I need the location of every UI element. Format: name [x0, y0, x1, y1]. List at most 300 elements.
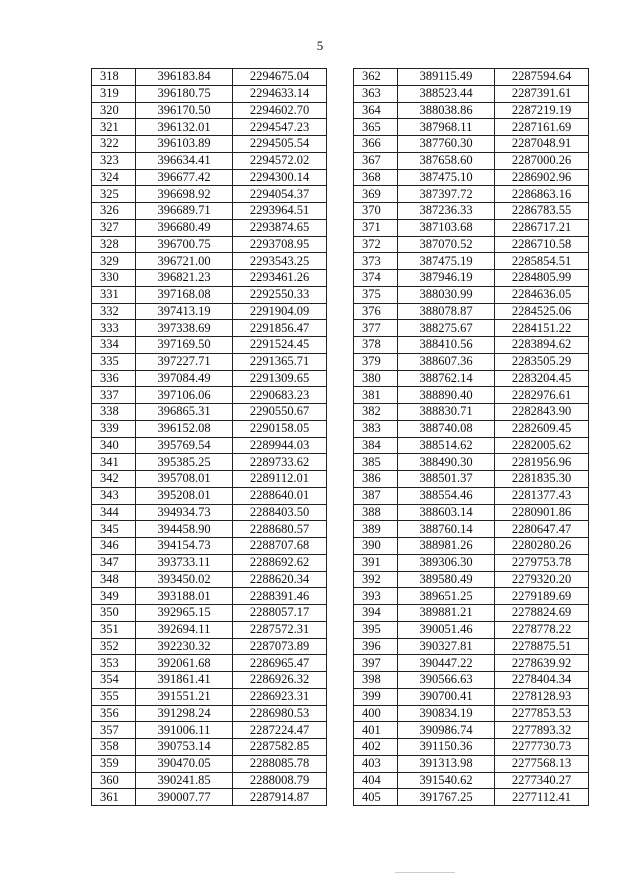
point-number: 385	[354, 454, 398, 471]
table-row	[92, 387, 327, 404]
y-coordinate: 2278778.22	[495, 621, 589, 638]
x-coordinate: 389580.49	[398, 571, 495, 588]
y-coordinate: 2282005.62	[495, 437, 589, 454]
x-coordinate: 397338.69	[136, 320, 233, 337]
point-number: 348	[92, 571, 136, 588]
point-number: 381	[354, 387, 398, 404]
table-row	[354, 420, 589, 437]
y-coordinate: 2287224.47	[233, 722, 327, 739]
table-row	[354, 672, 589, 689]
point-number: 401	[354, 722, 398, 739]
y-coordinate: 2286926.32	[233, 672, 327, 689]
point-number: 329	[92, 253, 136, 270]
x-coordinate: 392694.11	[136, 621, 233, 638]
point-number: 390	[354, 538, 398, 555]
y-coordinate: 2288391.46	[233, 588, 327, 605]
x-coordinate: 397227.71	[136, 353, 233, 370]
y-coordinate: 2292550.33	[233, 286, 327, 303]
point-number: 323	[92, 152, 136, 169]
table-row	[92, 404, 327, 421]
x-coordinate: 388038.86	[398, 102, 495, 119]
table-row	[92, 789, 327, 806]
table-row	[354, 688, 589, 705]
point-number: 340	[92, 437, 136, 454]
x-coordinate: 396152.08	[136, 420, 233, 437]
table-row	[92, 605, 327, 622]
table-row	[92, 337, 327, 354]
table-row	[354, 722, 589, 739]
point-number: 393	[354, 588, 398, 605]
table-row	[92, 253, 327, 270]
x-coordinate: 392061.68	[136, 655, 233, 672]
x-coordinate: 387397.72	[398, 186, 495, 203]
y-coordinate: 2287161.69	[495, 119, 589, 136]
table-row	[354, 454, 589, 471]
x-coordinate: 388760.14	[398, 521, 495, 538]
table-row	[354, 85, 589, 102]
point-number: 346	[92, 538, 136, 555]
table-row	[354, 487, 589, 504]
y-coordinate: 2286980.53	[233, 705, 327, 722]
point-number: 391	[354, 554, 398, 571]
point-number: 380	[354, 370, 398, 387]
point-number: 356	[92, 705, 136, 722]
point-number: 321	[92, 119, 136, 136]
y-coordinate: 2278875.51	[495, 638, 589, 655]
table-row	[92, 705, 327, 722]
y-coordinate: 2288085.78	[233, 755, 327, 772]
table-row	[354, 370, 589, 387]
table-row	[92, 722, 327, 739]
y-coordinate: 2288692.62	[233, 554, 327, 571]
x-coordinate: 396821.23	[136, 270, 233, 287]
x-coordinate: 396103.89	[136, 136, 233, 153]
x-coordinate: 390986.74	[398, 722, 495, 739]
table-row	[92, 303, 327, 320]
y-coordinate: 2288403.50	[233, 504, 327, 521]
table-row	[354, 554, 589, 571]
x-coordinate: 391551.21	[136, 688, 233, 705]
y-coordinate: 2280901.86	[495, 504, 589, 521]
point-number: 342	[92, 471, 136, 488]
x-coordinate: 392965.15	[136, 605, 233, 622]
x-coordinate: 396170.50	[136, 102, 233, 119]
table-row	[92, 554, 327, 571]
y-coordinate: 2287219.19	[495, 102, 589, 119]
x-coordinate: 396634.41	[136, 152, 233, 169]
y-coordinate: 2281835.30	[495, 471, 589, 488]
x-coordinate: 391313.98	[398, 755, 495, 772]
point-number: 337	[92, 387, 136, 404]
point-number: 347	[92, 554, 136, 571]
y-coordinate: 2284805.99	[495, 270, 589, 287]
x-coordinate: 390753.14	[136, 739, 233, 756]
table-row	[354, 521, 589, 538]
x-coordinate: 391298.24	[136, 705, 233, 722]
table-row	[354, 605, 589, 622]
y-coordinate: 2290158.05	[233, 420, 327, 437]
table-row	[92, 487, 327, 504]
y-coordinate: 2294300.14	[233, 169, 327, 186]
y-coordinate: 2291904.09	[233, 303, 327, 320]
point-number: 389	[354, 521, 398, 538]
point-number: 386	[354, 471, 398, 488]
table-row	[92, 286, 327, 303]
x-coordinate: 396180.75	[136, 85, 233, 102]
x-coordinate: 387968.11	[398, 119, 495, 136]
point-number: 397	[354, 655, 398, 672]
x-coordinate: 388490.30	[398, 454, 495, 471]
x-coordinate: 388830.71	[398, 404, 495, 421]
table-row	[354, 387, 589, 404]
y-coordinate: 2287048.91	[495, 136, 589, 153]
x-coordinate: 395708.01	[136, 471, 233, 488]
y-coordinate: 2284636.05	[495, 286, 589, 303]
point-number: 335	[92, 353, 136, 370]
x-coordinate: 397168.08	[136, 286, 233, 303]
y-coordinate: 2278128.93	[495, 688, 589, 705]
y-coordinate: 2282843.90	[495, 404, 589, 421]
point-number: 320	[92, 102, 136, 119]
y-coordinate: 2278404.34	[495, 672, 589, 689]
x-coordinate: 387760.30	[398, 136, 495, 153]
y-coordinate: 2286863.16	[495, 186, 589, 203]
x-coordinate: 388523.44	[398, 85, 495, 102]
table-row	[354, 772, 589, 789]
y-coordinate: 2293964.51	[233, 203, 327, 220]
y-coordinate: 2280280.26	[495, 538, 589, 555]
point-number: 369	[354, 186, 398, 203]
point-number: 373	[354, 253, 398, 270]
table-row	[92, 655, 327, 672]
x-coordinate: 391540.62	[398, 772, 495, 789]
y-coordinate: 2286710.58	[495, 236, 589, 253]
point-number: 374	[354, 270, 398, 287]
x-coordinate: 393733.11	[136, 554, 233, 571]
point-number: 364	[354, 102, 398, 119]
table-row	[92, 219, 327, 236]
point-number: 372	[354, 236, 398, 253]
point-number: 325	[92, 186, 136, 203]
table-row	[92, 571, 327, 588]
y-coordinate: 2280647.47	[495, 521, 589, 538]
y-coordinate: 2279753.78	[495, 554, 589, 571]
table-row	[354, 571, 589, 588]
table-row	[354, 119, 589, 136]
x-coordinate: 390007.77	[136, 789, 233, 806]
y-coordinate: 2287594.64	[495, 69, 589, 86]
point-number: 361	[92, 789, 136, 806]
point-number: 387	[354, 487, 398, 504]
table-row	[354, 236, 589, 253]
y-coordinate: 2282609.45	[495, 420, 589, 437]
y-coordinate: 2294675.04	[233, 69, 327, 86]
x-coordinate: 388740.08	[398, 420, 495, 437]
y-coordinate: 2294572.02	[233, 152, 327, 169]
point-number: 354	[92, 672, 136, 689]
table-row	[354, 270, 589, 287]
table-row	[92, 621, 327, 638]
point-number: 339	[92, 420, 136, 437]
table-row	[92, 270, 327, 287]
table-row	[354, 504, 589, 521]
x-coordinate: 388514.62	[398, 437, 495, 454]
table-row	[354, 152, 589, 169]
x-coordinate: 391767.25	[398, 789, 495, 806]
x-coordinate: 395769.54	[136, 437, 233, 454]
table-row	[92, 739, 327, 756]
y-coordinate: 2288707.68	[233, 538, 327, 555]
table-row	[354, 638, 589, 655]
y-coordinate: 2291524.45	[233, 337, 327, 354]
y-coordinate: 2293543.25	[233, 253, 327, 270]
point-number: 345	[92, 521, 136, 538]
point-number: 327	[92, 219, 136, 236]
table-row	[92, 102, 327, 119]
point-number: 360	[92, 772, 136, 789]
y-coordinate: 2291309.65	[233, 370, 327, 387]
table-row	[354, 219, 589, 236]
y-coordinate: 2277340.27	[495, 772, 589, 789]
point-number: 328	[92, 236, 136, 253]
table-row	[92, 152, 327, 169]
y-coordinate: 2286965.47	[233, 655, 327, 672]
y-coordinate: 2288620.34	[233, 571, 327, 588]
table-row	[92, 588, 327, 605]
point-number: 379	[354, 353, 398, 370]
point-number: 402	[354, 739, 398, 756]
x-coordinate: 388981.26	[398, 538, 495, 555]
table-row	[92, 471, 327, 488]
x-coordinate: 391150.36	[398, 739, 495, 756]
y-coordinate: 2287000.26	[495, 152, 589, 169]
y-coordinate: 2291365.71	[233, 353, 327, 370]
point-number: 370	[354, 203, 398, 220]
point-number: 404	[354, 772, 398, 789]
x-coordinate: 388030.99	[398, 286, 495, 303]
point-number: 351	[92, 621, 136, 638]
y-coordinate: 2283894.62	[495, 337, 589, 354]
table-row	[92, 320, 327, 337]
table-row	[92, 136, 327, 153]
x-coordinate: 393188.01	[136, 588, 233, 605]
table-row	[92, 538, 327, 555]
table-row	[92, 85, 327, 102]
y-coordinate: 2294547.23	[233, 119, 327, 136]
point-number: 405	[354, 789, 398, 806]
point-number: 357	[92, 722, 136, 739]
table-row	[92, 236, 327, 253]
point-number: 388	[354, 504, 398, 521]
table-row	[92, 638, 327, 655]
point-number: 341	[92, 454, 136, 471]
coordinates-table-right	[353, 68, 589, 806]
point-number: 403	[354, 755, 398, 772]
y-coordinate: 2286923.31	[233, 688, 327, 705]
point-number: 319	[92, 85, 136, 102]
y-coordinate: 2278824.69	[495, 605, 589, 622]
point-number: 395	[354, 621, 398, 638]
x-coordinate: 397106.06	[136, 387, 233, 404]
table-row	[354, 286, 589, 303]
point-number: 326	[92, 203, 136, 220]
y-coordinate: 2284151.22	[495, 320, 589, 337]
y-coordinate: 2294505.54	[233, 136, 327, 153]
x-coordinate: 396698.92	[136, 186, 233, 203]
y-coordinate: 2286783.55	[495, 203, 589, 220]
x-coordinate: 396680.49	[136, 219, 233, 236]
point-number: 324	[92, 169, 136, 186]
table-row	[92, 119, 327, 136]
point-number: 400	[354, 705, 398, 722]
table-row	[92, 437, 327, 454]
table-row	[354, 337, 589, 354]
x-coordinate: 396721.00	[136, 253, 233, 270]
x-coordinate: 396677.42	[136, 169, 233, 186]
x-coordinate: 389115.49	[398, 69, 495, 86]
x-coordinate: 396700.75	[136, 236, 233, 253]
y-coordinate: 2279189.69	[495, 588, 589, 605]
y-coordinate: 2289733.62	[233, 454, 327, 471]
point-number: 355	[92, 688, 136, 705]
x-coordinate: 390447.22	[398, 655, 495, 672]
x-coordinate: 388078.87	[398, 303, 495, 320]
y-coordinate: 2293461.26	[233, 270, 327, 287]
x-coordinate: 395385.25	[136, 454, 233, 471]
point-number: 398	[354, 672, 398, 689]
x-coordinate: 388554.46	[398, 487, 495, 504]
point-number: 350	[92, 605, 136, 622]
x-coordinate: 392230.32	[136, 638, 233, 655]
point-number: 375	[354, 286, 398, 303]
table-row	[92, 504, 327, 521]
point-number: 349	[92, 588, 136, 605]
y-coordinate: 2286717.21	[495, 219, 589, 236]
point-number: 336	[92, 370, 136, 387]
x-coordinate: 389881.21	[398, 605, 495, 622]
point-number: 332	[92, 303, 136, 320]
x-coordinate: 396132.01	[136, 119, 233, 136]
y-coordinate: 2283505.29	[495, 353, 589, 370]
x-coordinate: 389651.25	[398, 588, 495, 605]
table-row	[354, 353, 589, 370]
point-number: 362	[354, 69, 398, 86]
table-row	[354, 303, 589, 320]
y-coordinate: 2281377.43	[495, 487, 589, 504]
table-row	[354, 186, 589, 203]
x-coordinate: 394154.73	[136, 538, 233, 555]
y-coordinate: 2277568.13	[495, 755, 589, 772]
table-row	[92, 521, 327, 538]
x-coordinate: 390241.85	[136, 772, 233, 789]
table-row	[92, 69, 327, 86]
table-row	[354, 755, 589, 772]
table-row	[354, 253, 589, 270]
table-row	[354, 69, 589, 86]
point-number: 394	[354, 605, 398, 622]
table-row	[92, 755, 327, 772]
x-coordinate: 390051.46	[398, 621, 495, 638]
x-coordinate: 393450.02	[136, 571, 233, 588]
y-coordinate: 2289944.03	[233, 437, 327, 454]
x-coordinate: 396865.31	[136, 404, 233, 421]
table-row	[354, 404, 589, 421]
x-coordinate: 394934.73	[136, 504, 233, 521]
x-coordinate: 387658.60	[398, 152, 495, 169]
point-number: 378	[354, 337, 398, 354]
x-coordinate: 387475.10	[398, 169, 495, 186]
y-coordinate: 2283204.45	[495, 370, 589, 387]
y-coordinate: 2281956.96	[495, 454, 589, 471]
point-number: 353	[92, 655, 136, 672]
table-row	[354, 320, 589, 337]
x-coordinate: 390566.63	[398, 672, 495, 689]
table-row	[92, 772, 327, 789]
point-number: 363	[354, 85, 398, 102]
point-number: 359	[92, 755, 136, 772]
point-number: 330	[92, 270, 136, 287]
y-coordinate: 2284525.06	[495, 303, 589, 320]
point-number: 365	[354, 119, 398, 136]
y-coordinate: 2277853.53	[495, 705, 589, 722]
table-row	[354, 739, 589, 756]
x-coordinate: 390834.19	[398, 705, 495, 722]
x-coordinate: 397169.50	[136, 337, 233, 354]
x-coordinate: 388410.56	[398, 337, 495, 354]
table-row	[354, 588, 589, 605]
point-number: 334	[92, 337, 136, 354]
page-number: 5	[316, 38, 324, 53]
x-coordinate: 397413.19	[136, 303, 233, 320]
table-row	[354, 169, 589, 186]
x-coordinate: 390470.05	[136, 755, 233, 772]
y-coordinate: 2278639.92	[495, 655, 589, 672]
y-coordinate: 2293874.65	[233, 219, 327, 236]
x-coordinate: 388603.14	[398, 504, 495, 521]
x-coordinate: 390327.81	[398, 638, 495, 655]
x-coordinate: 391861.41	[136, 672, 233, 689]
table-row	[92, 454, 327, 471]
y-coordinate: 2287914.87	[233, 789, 327, 806]
y-coordinate: 2287073.89	[233, 638, 327, 655]
x-coordinate: 389306.30	[398, 554, 495, 571]
y-coordinate: 2293708.95	[233, 236, 327, 253]
point-number: 376	[354, 303, 398, 320]
y-coordinate: 2285854.51	[495, 253, 589, 270]
x-coordinate: 396689.71	[136, 203, 233, 220]
table-row	[354, 471, 589, 488]
table-row	[92, 169, 327, 186]
x-coordinate: 387070.52	[398, 236, 495, 253]
y-coordinate: 2290683.23	[233, 387, 327, 404]
y-coordinate: 2287582.85	[233, 739, 327, 756]
x-coordinate: 391006.11	[136, 722, 233, 739]
point-number: 399	[354, 688, 398, 705]
point-number: 338	[92, 404, 136, 421]
point-number: 367	[354, 152, 398, 169]
table-row	[354, 655, 589, 672]
x-coordinate: 387946.19	[398, 270, 495, 287]
point-number: 368	[354, 169, 398, 186]
y-coordinate: 2277112.41	[495, 789, 589, 806]
y-coordinate: 2286902.96	[495, 169, 589, 186]
x-coordinate: 388501.37	[398, 471, 495, 488]
y-coordinate: 2287391.61	[495, 85, 589, 102]
table-row	[92, 203, 327, 220]
point-number: 331	[92, 286, 136, 303]
y-coordinate: 2288640.01	[233, 487, 327, 504]
table-row	[354, 102, 589, 119]
